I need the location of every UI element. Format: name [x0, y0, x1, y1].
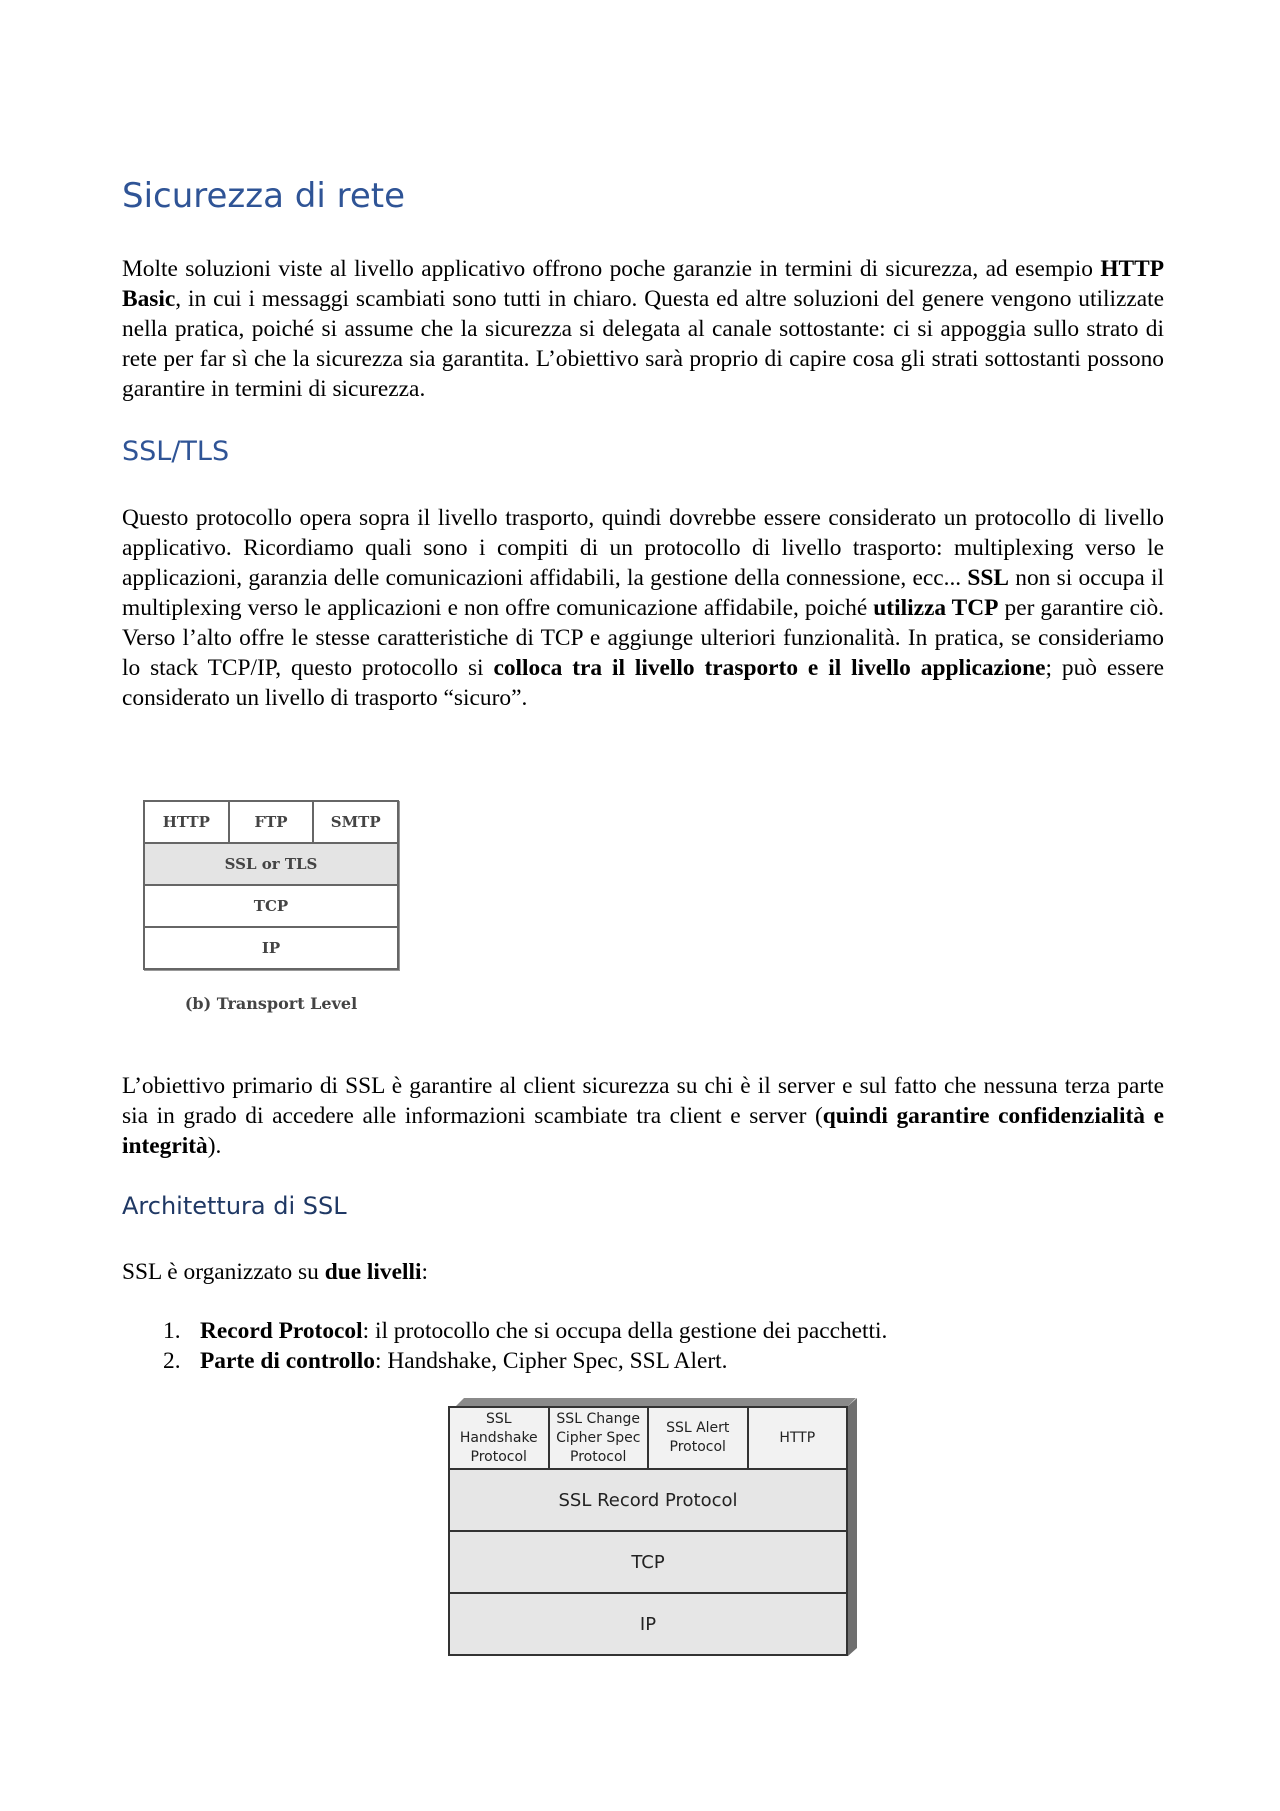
- section-heading-ssl-tls: SSL/TLS: [122, 436, 230, 467]
- layer-ssl-change-cipher-spec: SSL Change Cipher Spec Protocol: [548, 1408, 648, 1468]
- layer-ip: [145, 926, 397, 968]
- layer-label: TCP: [631, 1551, 665, 1573]
- text-run: Molte soluzioni viste al livello applicativo offrono poche garanzie in termini di sicurezza, ad esempio: [122, 256, 1101, 282]
- layer-tcp: [145, 884, 397, 926]
- intro-paragraph: [122, 254, 1164, 404]
- layer-ssl-tls: [145, 842, 397, 884]
- bold-run: utilizza TCP: [873, 595, 999, 621]
- layer-tcp: [450, 1530, 846, 1592]
- bold-run: HTTP Basic: [122, 256, 1164, 312]
- text-run: SSL è organizzato su: [122, 1259, 325, 1285]
- control-protocols-row: [450, 1408, 846, 1468]
- layer-label: SSL or TLS: [224, 855, 318, 873]
- text-run: Questo protocollo opera sopra il livello trasporto, quindi dovrebbe essere considerato un protocollo di livello applicativo. Ricordiamo quali sono i compiti di un protocollo di livello trasporto: multiplexing verso le applicazioni, garanzia delle comunicazioni affidabili, la gestione della connessione, ecc...: [122, 505, 1164, 591]
- bold-run: SSL: [967, 565, 1010, 591]
- ssl-tls-paragraph: [122, 503, 1164, 713]
- text-run: , in cui i messaggi scambiati sono tutti in chiaro. Questa ed altre soluzioni del genere vengono utilizzate nella pratica, poiché si assume che la sicurezza si delegata al canale sottostante: ci si appoggia sullo strato di rete per far sì che la sicurezza sia garantita. L’obiettivo sarà proprio di capire cosa gli strati sottostanti possono garantire in termini di sicurezza.: [122, 286, 1164, 402]
- text-run: non si occupa il multiplexing verso le applicazioni e non offre comunicazione affidabile, poiché: [122, 565, 1164, 621]
- layer-label: TCP: [253, 897, 289, 915]
- layer-http: HTTP: [162, 813, 210, 831]
- list-number: 1.: [163, 1318, 181, 1344]
- text-run: : Handshake, Cipher Spec, SSL Alert.: [374, 1348, 728, 1374]
- text-run: ; può essere considerato un livello di trasporto “sicuro”.: [122, 655, 1165, 711]
- bold-run: Record Protocol: [200, 1318, 363, 1344]
- objective-paragraph: [122, 1071, 1164, 1161]
- layer-http: HTTP: [747, 1408, 847, 1468]
- layer-label: IP: [639, 1613, 657, 1635]
- layer-label: SSL Record Protocol: [558, 1489, 738, 1511]
- text-run: :: [421, 1259, 429, 1285]
- diagram-shadow: [456, 1398, 856, 1406]
- transport-level-diagram: [143, 800, 399, 1013]
- levels-list: [122, 1316, 887, 1376]
- ssl-protocol-stack: [448, 1406, 848, 1656]
- layer-ssl-alert: SSL Alert Protocol: [647, 1408, 747, 1468]
- text-run: L’obiettivo primario di SSL è garantire al client sicurezza su chi è il server e sul fatto che nessuna terza parte sia in grado di accedere alle informazioni scambiate tra client e server (: [122, 1073, 1164, 1129]
- bold-run: quindi garantire confidenzialità e integrità: [122, 1103, 1164, 1159]
- figure-caption: (b) Transport Level: [184, 994, 358, 1013]
- bold-run: Parte di controllo: [200, 1348, 375, 1374]
- layer-ssl-record: [450, 1468, 846, 1530]
- bold-run: due livelli: [324, 1259, 422, 1285]
- application-row: [145, 802, 397, 842]
- layer-ssl-handshake: SSL Handshake Protocol: [450, 1408, 548, 1468]
- list-item: [122, 1316, 887, 1346]
- list-number: 2.: [163, 1348, 181, 1374]
- text-run: : il protocollo che si occupa della gestione dei pacchetti.: [362, 1318, 888, 1344]
- section-heading-architecture: Architettura di SSL: [122, 1192, 347, 1220]
- ssl-architecture-diagram: [448, 1398, 856, 1656]
- bold-run: colloca tra il livello trasporto e il livello applicazione: [493, 655, 1046, 681]
- levels-intro: [122, 1257, 1164, 1287]
- text-run: per garantire ciò. Verso l’alto offre le stesse caratteristiche di TCP e aggiunge ulteriori funzionalità. In pratica, se consideriamo lo stack TCP/IP, questo protocollo si: [122, 595, 1164, 681]
- page-title: Sicurezza di rete: [122, 176, 405, 216]
- list-item: [122, 1346, 887, 1376]
- text-run: ).: [207, 1133, 222, 1159]
- protocol-stack: [143, 800, 399, 970]
- layer-ip: [450, 1592, 846, 1654]
- layer-smtp: SMTP: [312, 802, 397, 842]
- layer-ftp: FTP: [228, 802, 313, 842]
- diagram-shadow: [848, 1398, 857, 1656]
- layer-label: IP: [261, 939, 281, 957]
